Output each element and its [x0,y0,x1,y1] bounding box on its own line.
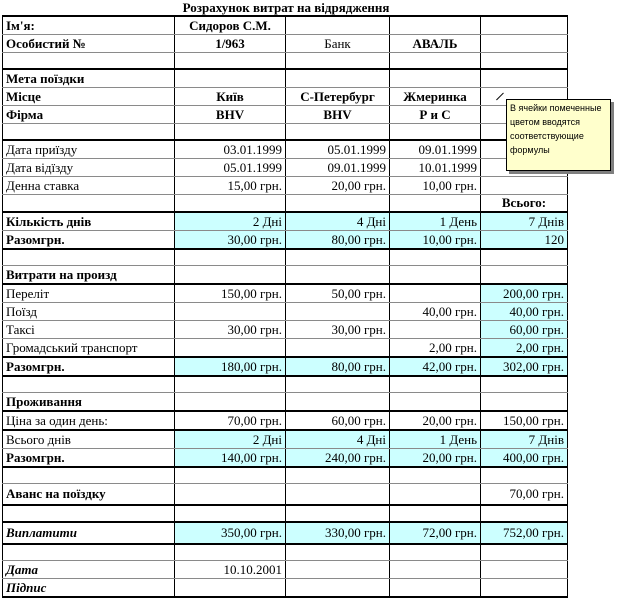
subtotal1-label[interactable]: Разомгрн. [3,231,175,250]
advance-1[interactable] [175,484,286,506]
payout-label[interactable]: Виплатити [3,522,175,544]
firm-label[interactable]: Фірма [3,106,175,124]
sheet-title: Розрахунок витрат на відрядження [182,0,390,15]
payout-2[interactable]: 330,00 грн. [286,522,390,544]
travel-row-total[interactable]: 40,00 грн. [481,303,568,321]
travel-header[interactable]: Витрати на произд [3,266,175,285]
cell-empty[interactable] [175,266,286,285]
date-label[interactable]: Дата [3,561,175,579]
cell-empty[interactable] [3,249,175,266]
place-1[interactable]: Київ [175,88,286,106]
id-label[interactable]: Особистий № [3,35,175,53]
travel-cell[interactable]: 30,00 грн. [286,321,390,339]
cell-empty[interactable] [286,544,390,561]
cell-empty[interactable] [481,376,568,393]
cell-empty[interactable] [481,177,568,195]
travel-row-label[interactable]: Переліт [3,284,175,303]
cell-empty[interactable] [390,579,481,598]
travel-row-label[interactable]: Поїзд [3,303,175,321]
cell-empty[interactable] [481,467,568,484]
cell-empty[interactable] [481,505,568,522]
lodging-days-1[interactable]: 2 Дні [175,430,286,449]
cell-empty[interactable] [481,266,568,285]
travel-row-total[interactable]: 2,00 грн. [481,339,568,358]
travel-row-label[interactable]: Громадський транспорт [3,339,175,358]
signature-label[interactable]: Підпис [3,579,175,598]
price-3[interactable]: 20,00 грн. [390,411,481,430]
cell-empty[interactable] [175,393,286,412]
cell-empty[interactable] [286,195,390,213]
advance-total[interactable]: 70,00 грн. [481,484,568,506]
days-1[interactable]: 2 Дні [175,212,286,231]
subtotal1-2[interactable]: 80,00 грн. [286,231,390,250]
price-2[interactable]: 60,00 грн. [286,411,390,430]
lodging-header[interactable]: Проживання [3,393,175,412]
lodging-days-2[interactable]: 4 Дні [286,430,390,449]
cell-empty[interactable] [3,124,175,141]
cell-comment[interactable]: В ячейки помеченные цветом вводятся соответствующие формулы [506,99,611,171]
cell-empty[interactable] [175,544,286,561]
cell-empty[interactable] [390,505,481,522]
days-total[interactable]: 7 Днів [481,212,568,231]
arrival-3[interactable]: 09.01.1999 [390,140,481,159]
travel-total-1[interactable]: 180,00 грн. [175,357,286,376]
place-3[interactable]: Жмеринка [390,88,481,106]
bank-value[interactable]: АВАЛЬ [390,35,481,53]
place-label[interactable]: Місце [3,88,175,106]
cell-empty[interactable] [481,579,568,598]
travel-cell[interactable] [390,321,481,339]
cell-empty[interactable] [481,561,568,579]
travel-row-label[interactable]: Таксі [3,321,175,339]
travel-cell[interactable] [286,339,390,358]
travel-total-label[interactable]: Разомгрн. [3,357,175,376]
firm-1[interactable]: BHV [175,106,286,124]
cell-empty[interactable] [175,579,286,598]
cell-empty[interactable] [481,16,568,35]
cell-empty[interactable] [3,467,175,484]
cell-empty[interactable] [390,69,481,88]
cell-empty[interactable] [286,467,390,484]
cell-empty[interactable] [175,376,286,393]
arrival-2[interactable]: 05.01.1999 [286,140,390,159]
expense-sheet [2,15,568,598]
cell-empty[interactable] [175,53,286,70]
cell-empty[interactable] [3,505,175,522]
lodging-total-all[interactable]: 400,00 грн. [481,449,568,468]
cell-empty[interactable] [481,69,568,88]
departure-2[interactable]: 09.01.1999 [286,159,390,177]
rate-1[interactable]: 15,00 грн. [175,177,286,195]
price-label[interactable]: Ціна за один день: [3,411,175,430]
advance-3[interactable] [390,484,481,506]
travel-cell[interactable]: 50,00 грн. [286,284,390,303]
cell-empty[interactable] [481,249,568,266]
cell-empty[interactable] [390,124,481,141]
payout-3[interactable]: 72,00 грн. [390,522,481,544]
travel-total-all[interactable]: 302,00 грн. [481,357,568,376]
total-header[interactable]: Всього: [481,195,568,213]
days-2[interactable]: 4 Дні [286,212,390,231]
cell-empty[interactable] [175,467,286,484]
lodging-total-3[interactable]: 20,00 грн. [390,449,481,468]
subtotal1-total[interactable]: 120 [481,231,568,250]
lodging-days-3[interactable]: 1 День [390,430,481,449]
travel-cell[interactable]: 30,00 грн. [175,321,286,339]
lodging-total-2[interactable]: 240,00 грн. [286,449,390,468]
name-label[interactable]: Ім'я: [3,16,175,35]
payout-total[interactable]: 752,00 грн. [481,522,568,544]
travel-total-3[interactable]: 42,00 грн. [390,357,481,376]
cell-empty[interactable] [390,393,481,412]
place-2[interactable]: С-Петербург [286,88,390,106]
travel-row-total[interactable]: 200,00 грн. [481,284,568,303]
cell-empty[interactable] [286,505,390,522]
cell-empty[interactable] [390,16,481,35]
advance-label[interactable]: Аванс на поїздку [3,484,175,506]
payout-1[interactable]: 350,00 грн. [175,522,286,544]
travel-row-total[interactable]: 60,00 грн. [481,321,568,339]
days-label[interactable]: Кількість днів [3,212,175,231]
cell-empty[interactable] [390,561,481,579]
cell-empty[interactable] [390,467,481,484]
advance-2[interactable] [286,484,390,506]
lodging-days-label[interactable]: Всього днів [3,430,175,449]
cell-empty[interactable] [286,53,390,70]
departure-3[interactable]: 10.01.1999 [390,159,481,177]
cell-empty[interactable] [3,53,175,70]
cell-empty[interactable] [286,69,390,88]
cell-empty[interactable] [175,505,286,522]
cell-empty[interactable] [286,376,390,393]
travel-cell[interactable] [286,303,390,321]
cell-empty[interactable] [286,579,390,598]
bank-label[interactable]: Банк [286,35,390,53]
cell-empty[interactable] [286,561,390,579]
firm-3[interactable]: Р и С [390,106,481,124]
cell-empty[interactable] [390,376,481,393]
cell-empty[interactable] [3,195,175,213]
price-total[interactable]: 150,00 грн. [481,411,568,430]
subtotal1-3[interactable]: 10,00 грн. [390,231,481,250]
travel-cell[interactable]: 150,00 грн. [175,284,286,303]
firm-2[interactable]: BHV [286,106,390,124]
lodging-total-label[interactable]: Разомгрн. [3,449,175,468]
purpose-label[interactable]: Мета поїздки [3,69,175,88]
rate-3[interactable]: 10,00 грн. [390,177,481,195]
lodging-days-total[interactable]: 7 Днів [481,430,568,449]
cell-empty[interactable] [390,266,481,285]
cell-empty[interactable] [481,35,568,53]
cell-empty[interactable] [175,249,286,266]
rate-2[interactable]: 20,00 грн. [286,177,390,195]
cell-empty[interactable] [481,393,568,412]
travel-cell[interactable] [390,284,481,303]
lodging-total-1[interactable]: 140,00 грн. [175,449,286,468]
cell-empty[interactable] [3,544,175,561]
cell-empty[interactable] [286,266,390,285]
id-value[interactable]: 1/963 [175,35,286,53]
travel-cell[interactable]: 2,00 грн. [390,339,481,358]
cell-empty[interactable] [481,544,568,561]
travel-total-2[interactable]: 80,00 грн. [286,357,390,376]
cell-empty[interactable] [390,544,481,561]
cell-empty[interactable] [286,393,390,412]
travel-cell[interactable] [175,303,286,321]
cell-empty[interactable] [390,53,481,70]
cell-empty[interactable] [286,124,390,141]
subtotal1-1[interactable]: 30,00 грн. [175,231,286,250]
cell-empty[interactable] [286,16,390,35]
rate-label[interactable]: Денна ставка [3,177,175,195]
cell-empty[interactable] [390,249,481,266]
cell-empty[interactable] [3,376,175,393]
arrival-1[interactable]: 03.01.1999 [175,140,286,159]
days-3[interactable]: 1 День [390,212,481,231]
price-1[interactable]: 70,00 грн. [175,411,286,430]
date-value[interactable]: 10.10.2001 [175,561,286,579]
departure-label[interactable]: Дата відїзду [3,159,175,177]
cell-empty[interactable] [481,53,568,70]
cell-empty[interactable] [286,249,390,266]
arrival-label[interactable]: Дата приїзду [3,140,175,159]
name-value[interactable]: Сидоров С.М. [175,16,286,35]
travel-cell[interactable] [175,339,286,358]
cell-empty[interactable] [175,69,286,88]
cell-empty[interactable] [390,195,481,213]
cell-empty[interactable] [175,195,286,213]
travel-cell[interactable]: 40,00 грн. [390,303,481,321]
cell-empty[interactable] [175,124,286,141]
departure-1[interactable]: 05.01.1999 [175,159,286,177]
